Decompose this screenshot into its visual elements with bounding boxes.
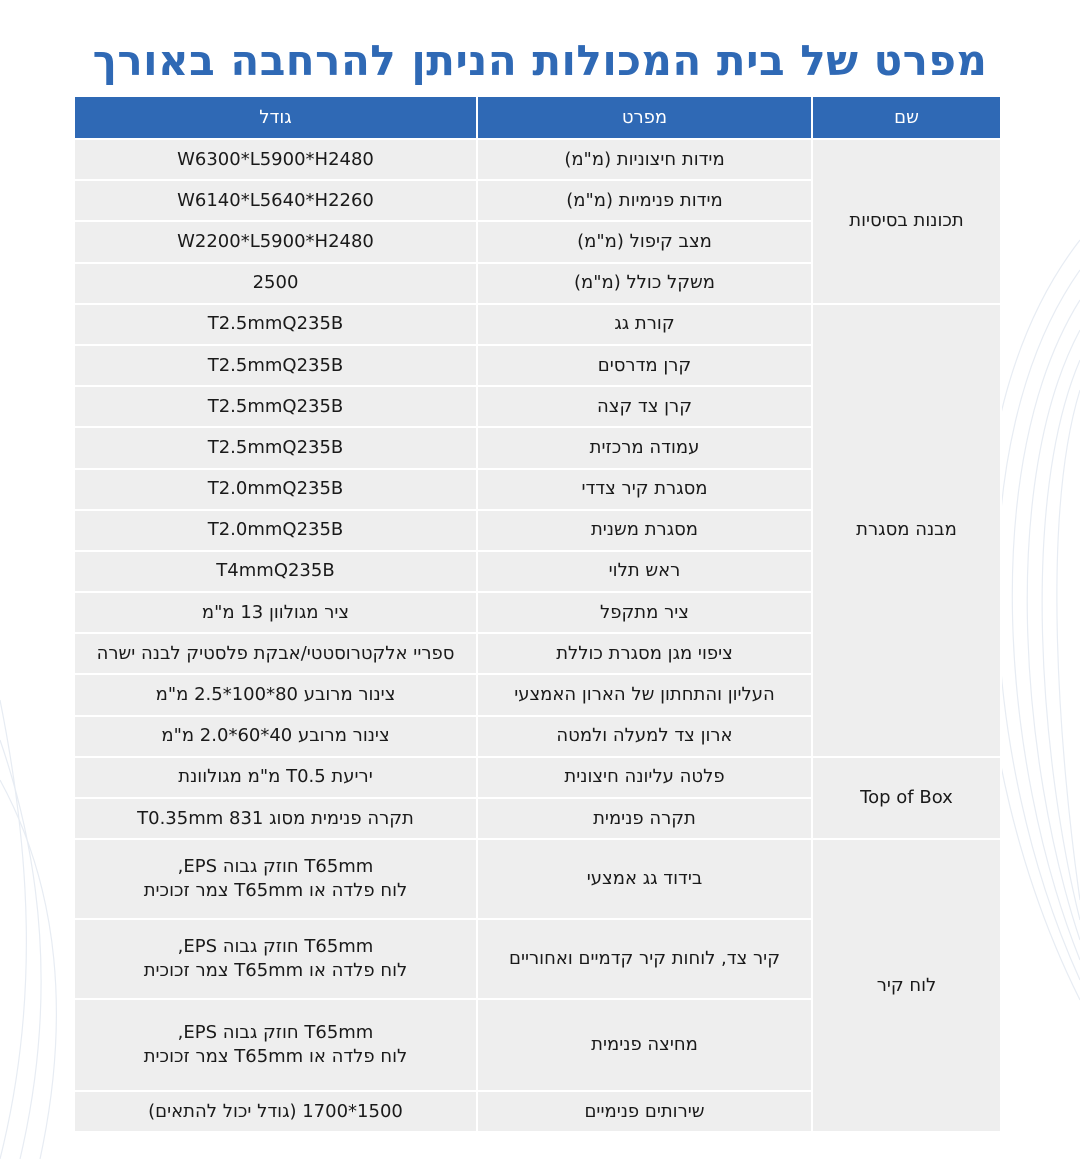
size-line: 2500 [252,272,299,294]
group-name-cell: Top of Box [812,757,1001,839]
size-cell [74,716,477,757]
table-row [74,139,1001,180]
table-row [74,839,1001,919]
size-line: T4mmQ235B [216,560,335,582]
spec-cell: ארון צד למעלה ולמטה [477,716,812,757]
size-line: T2.0mmQ235B [207,519,344,541]
spec-cell: תקרה פנימית [477,798,812,839]
spec-cell: קורת גג [477,304,812,345]
spec-cell: מחיצה פנימית [477,999,812,1091]
spec-cell: העליון והתחתון של הארון האמצעי [477,674,812,715]
size-cell [74,1091,477,1132]
spec-cell: משקל כולל (מ"מ) [477,263,812,304]
size-line: W2200*L5900*H2480 [177,230,374,252]
group-name-cell: לוח קיר [812,839,1001,1132]
spec-cell: קיר צד, לוחות קיר קדמיים ואחוריים [477,919,812,999]
size-cell [74,839,477,919]
header-name: שם [812,96,1001,139]
size-line: ציר מגולוון 13 מ"מ [201,601,350,623]
size-line: T2.5mmQ235B [207,313,344,335]
table-body [74,139,1001,1132]
spec-cell: מידות פנימיות (מ"מ) [477,180,812,221]
size-cell [74,263,477,304]
size-cell [74,427,477,468]
size-cell [74,180,477,221]
size-cell [74,633,477,674]
spec-cell: עמודה מרכזית [477,427,812,468]
size-cell [74,221,477,262]
table-row [74,304,1001,345]
spec-cell: שירותים פנימיים [477,1091,812,1132]
spec-cell: ציר מתקפל [477,592,812,633]
size-line: T65mm חוזק גבוה EPS, [177,936,374,958]
group-name-cell: מבנה מסגרת [812,304,1001,757]
spec-cell: מידות חיצוניות (מ"מ) [477,139,812,180]
table-header-row [74,96,1001,139]
header-size: גודל [74,96,477,139]
size-line: T65mm חוזק גבוה EPS, [177,856,374,878]
size-cell [74,999,477,1091]
size-cell [74,510,477,551]
spec-cell: מצב קיפול (מ"מ) [477,221,812,262]
size-cell [74,757,477,798]
size-line: 1500*1700 (גודל יכול להתאים) [148,1100,403,1122]
size-cell [74,674,477,715]
spec-cell: מסגרת משנית [477,510,812,551]
size-cell [74,304,477,345]
size-line: לוח פלדה או T65mm צמר זכוכית [143,880,408,902]
size-line: תקרה פנימית מסוג 831 T0.35mm [137,807,414,829]
size-line: לוח פלדה או T65mm צמר זכוכית [143,960,408,982]
spec-cell: ראש תלוי [477,551,812,592]
spec-table [73,95,1002,1133]
spec-cell: מסגרת קיר צדדי [477,469,812,510]
spec-cell: ציפוי מגן מסגרת כוללת [477,633,812,674]
size-line: יריעת T0.5 מ"מ מגולוונת [178,766,373,788]
size-cell [74,919,477,999]
size-line: צינור מרובע 40*60*2.0 מ"מ [161,725,390,747]
table-row [74,757,1001,798]
size-cell [74,345,477,386]
size-line: W6140*L5640*H2260 [177,189,374,211]
spec-cell: קרן צד קצה [477,386,812,427]
size-line: T2.0mmQ235B [207,478,344,500]
spec-cell: פלטה עליונה חיצונית [477,757,812,798]
spec-cell: קרן מדרסים [477,345,812,386]
size-line: W6300*L5900*H2480 [177,148,374,170]
page-title: מפרט של בית המכולות הניתן להרחבה באורך [92,36,988,85]
size-cell [74,386,477,427]
size-cell [74,469,477,510]
size-line: T2.5mmQ235B [207,354,344,376]
size-cell [74,139,477,180]
spec-cell: בידוד גג אמצעי [477,839,812,919]
size-line: לוח פלדה או T65mm צמר זכוכית [143,1046,408,1068]
header-spec: מפרט [477,96,812,139]
size-line: ספריי אלקטרוסטטי/אבקת פלסטיק לבנה ישרה [96,642,455,664]
group-name-cell: תכונות בסיסיות [812,139,1001,304]
size-line: T2.5mmQ235B [207,436,344,458]
size-cell [74,798,477,839]
size-line: T65mm חוזק גבוה EPS, [177,1022,374,1044]
size-line: צינור מרובע 80*100*2.5 מ"מ [155,684,396,706]
size-cell [74,592,477,633]
size-cell [74,551,477,592]
size-line: T2.5mmQ235B [207,395,344,417]
